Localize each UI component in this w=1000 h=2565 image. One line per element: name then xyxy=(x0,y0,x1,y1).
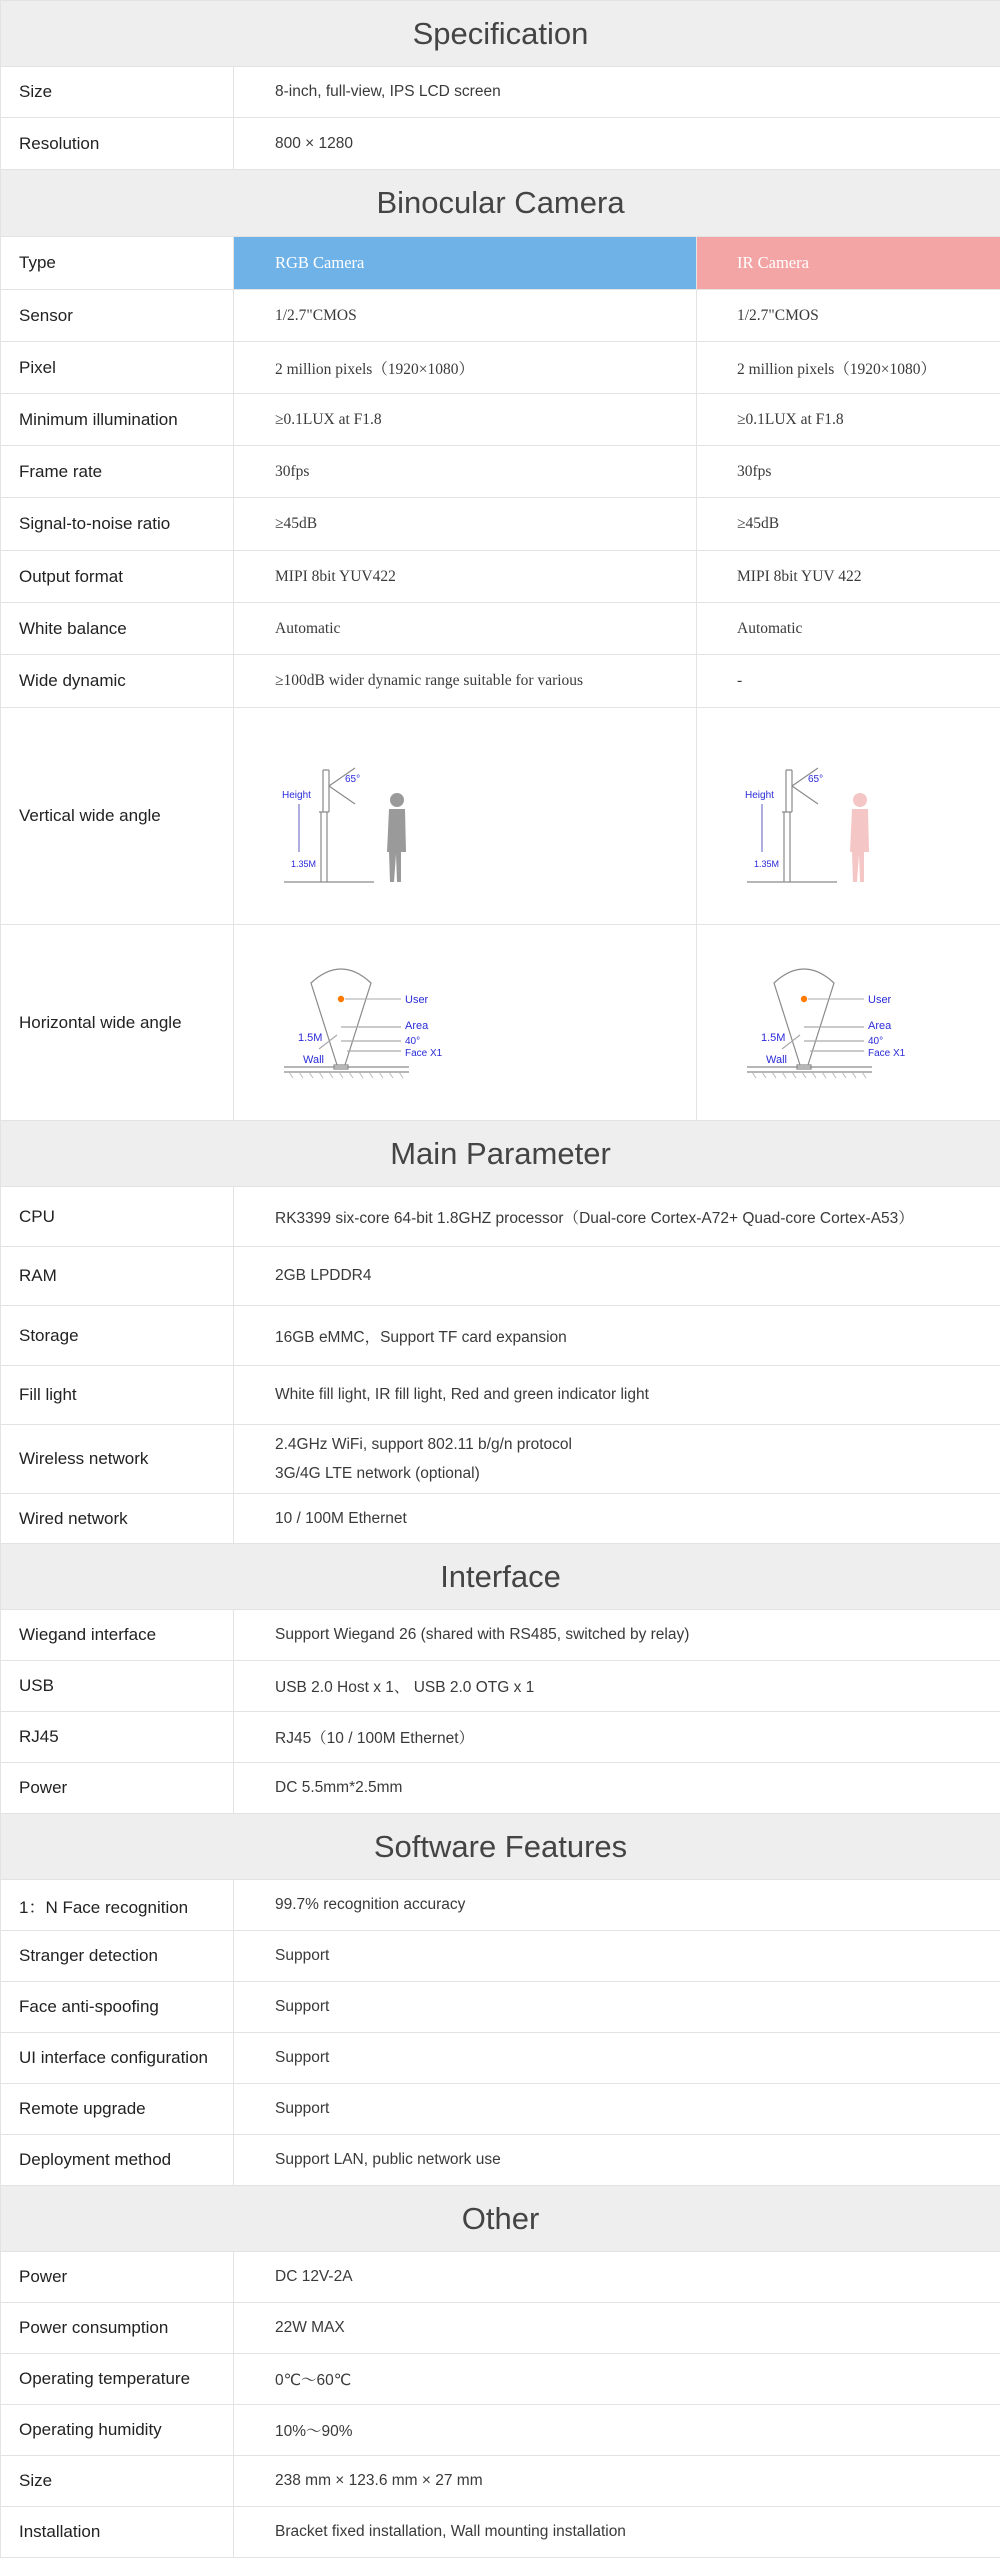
table-row xyxy=(1,1763,1000,1814)
row-label: RJ45 xyxy=(1,1712,234,1763)
section-title-other: Other xyxy=(1,2186,1000,2252)
row-label: CPU xyxy=(1,1187,234,1247)
table-row xyxy=(1,603,1000,655)
row-label: Wiegand interface xyxy=(1,1610,234,1661)
row-label: Wide dynamic xyxy=(1,655,234,708)
row-value: 238 mm × 123.6 mm × 27 mm xyxy=(234,2456,1000,2507)
row-label: Wireless network xyxy=(1,1425,234,1494)
row-value: Support xyxy=(234,1982,1000,2033)
table-row xyxy=(1,446,1000,498)
table-row xyxy=(1,1661,1000,1712)
wall-label: Wall xyxy=(766,1053,787,1066)
ir-value: ≥45dB xyxy=(697,498,1000,551)
angle-label: 65° xyxy=(808,774,824,785)
rgb-value: MIPI 8bit YUV422 xyxy=(234,551,697,603)
ir-vertical-diagram-cell xyxy=(697,708,1000,925)
row-value-line: 3G/4G LTE network (optional) xyxy=(275,1465,480,1482)
rgb-camera-header: RGB Camera xyxy=(234,237,697,290)
ir-camera-header: IR Camera xyxy=(697,237,1000,290)
table-row xyxy=(1,118,1000,170)
vertical-angle-diagram-ir xyxy=(742,746,892,886)
row-label: Operating humidity xyxy=(1,2405,234,2456)
row-value: Bracket fixed installation, Wall mounting installation xyxy=(234,2507,1000,2558)
table-row xyxy=(1,1494,1000,1544)
row-value: DC 12V-2A xyxy=(234,2252,1000,2303)
height-label: Height xyxy=(282,790,311,801)
row-value: 0℃～60℃ xyxy=(234,2354,1000,2405)
height-label: Height xyxy=(745,790,774,801)
horizontal-angle-diagram-rgb xyxy=(279,953,459,1093)
table-row xyxy=(1,1880,1000,1931)
row-label: Type xyxy=(1,237,234,290)
table-row xyxy=(1,2252,1000,2303)
section-title-software-features: Software Features xyxy=(1,1814,1000,1880)
row-value: 800 × 1280 xyxy=(234,118,1000,170)
row-value: Support xyxy=(234,1931,1000,1982)
vertical-angle-diagram-rgb xyxy=(279,746,429,886)
table-row xyxy=(1,1187,1000,1247)
row-label: Face anti-spoofing xyxy=(1,1982,234,2033)
row-value: Support xyxy=(234,2033,1000,2084)
user-dot xyxy=(338,995,344,1001)
section-title-specification: Specification xyxy=(1,1,1000,67)
ir-value: ≥0.1LUX at F1.8 xyxy=(697,394,1000,446)
vertical-angle-row xyxy=(1,708,1000,925)
row-label: Deployment method xyxy=(1,2135,234,2186)
row-label: Minimum illumination xyxy=(1,394,234,446)
table-row xyxy=(1,1247,1000,1306)
angle-label: 65° xyxy=(345,774,361,785)
row-value: RK3399 six-core 64-bit 1.8GHZ processor（Dual-core Cortex-A72+ Quad-core Cortex-A53） xyxy=(234,1187,1000,1247)
section-title-interface: Interface xyxy=(1,1544,1000,1610)
table-row xyxy=(1,1425,1000,1494)
table-row xyxy=(1,655,1000,708)
table-row xyxy=(1,2084,1000,2135)
rgb-vertical-diagram-cell xyxy=(234,708,697,925)
row-value: 16GB eMMC，Support TF card expansion xyxy=(234,1306,1000,1366)
section-title-camera: Binocular Camera xyxy=(1,170,1000,237)
ir-value: Automatic xyxy=(697,603,1000,655)
section-title-main-parameter: Main Parameter xyxy=(1,1121,1000,1187)
horizontal-angle-diagram-ir xyxy=(742,953,922,1093)
table-row xyxy=(1,2135,1000,2186)
ir-value: MIPI 8bit YUV 422 xyxy=(697,551,1000,603)
row-label: Size xyxy=(1,67,234,118)
row-label: Remote upgrade xyxy=(1,2084,234,2135)
row-value: 22W MAX xyxy=(234,2303,1000,2354)
table-row xyxy=(1,2354,1000,2405)
row-value-highlight: Support Wiegand 26 (shared with RS485, switched by relay) xyxy=(234,1610,1000,1661)
wall-label: Wall xyxy=(303,1053,324,1066)
row-value: 10%～90% xyxy=(234,2405,1000,2456)
ir-value: 30fps xyxy=(697,446,1000,498)
row-label: Frame rate xyxy=(1,446,234,498)
row-label: Storage xyxy=(1,1306,234,1366)
row-label: UI interface configuration xyxy=(1,2033,234,2084)
row-value: White fill light, IR fill light, Red and green indicator light xyxy=(234,1366,1000,1425)
angle-label: 40° xyxy=(405,1035,421,1047)
rgb-value: 30fps xyxy=(234,446,697,498)
row-label: Power xyxy=(1,1763,234,1814)
table-row xyxy=(1,67,1000,118)
distance-label: 1.35M xyxy=(291,859,317,869)
row-value: DC 5.5mm*2.5mm xyxy=(234,1763,1000,1814)
row-label: USB xyxy=(1,1661,234,1712)
row-label: Resolution xyxy=(1,118,234,170)
ir-value: 1/2.7"CMOS xyxy=(697,290,1000,342)
table-row xyxy=(1,1982,1000,2033)
table-row xyxy=(1,342,1000,394)
area-label: Area xyxy=(405,1019,429,1032)
table-row xyxy=(1,2507,1000,2558)
row-value: 8-inch, full-view, IPS LCD screen xyxy=(234,67,1000,118)
table-row xyxy=(1,1306,1000,1366)
rgb-value: 2 million pixels（1920×1080） xyxy=(234,342,697,394)
camera-type-row xyxy=(1,237,1000,290)
user-label: User xyxy=(405,993,429,1006)
ir-value: - xyxy=(697,655,1000,708)
rgb-value: 1/2.7"CMOS xyxy=(234,290,697,342)
row-label: Size xyxy=(1,2456,234,2507)
row-label: Installation xyxy=(1,2507,234,2558)
table-row xyxy=(1,1366,1000,1425)
table-row xyxy=(1,394,1000,446)
row-value: RJ45（10 / 100M Ethernet） xyxy=(234,1712,1000,1763)
table-row xyxy=(1,290,1000,342)
row-label: Power consumption xyxy=(1,2303,234,2354)
table-row xyxy=(1,2456,1000,2507)
row-label: Horizontal wide angle xyxy=(1,925,234,1121)
user-dot xyxy=(801,995,807,1001)
row-label: Fill light xyxy=(1,1366,234,1425)
face-label: Face X1 xyxy=(868,1047,906,1059)
table-row xyxy=(1,498,1000,551)
table-row xyxy=(1,2303,1000,2354)
table-row xyxy=(1,1712,1000,1763)
table-row xyxy=(1,551,1000,603)
row-label: 1：N Face recognition xyxy=(1,1880,234,1931)
row-label: Wired network xyxy=(1,1494,234,1544)
face-label: Face X1 xyxy=(405,1047,443,1059)
row-label: Pixel xyxy=(1,342,234,394)
row-value-line: 2.4GHz WiFi, support 802.11 b/g/n protocol xyxy=(275,1436,572,1453)
row-value: 10 / 100M Ethernet xyxy=(234,1494,1000,1544)
row-value: USB 2.0 Host x 1、 USB 2.0 OTG x 1 xyxy=(234,1661,1000,1712)
table-row xyxy=(1,1931,1000,1982)
row-label: Vertical wide angle xyxy=(1,708,234,925)
rgb-horizontal-diagram-cell xyxy=(234,925,697,1121)
row-label: Stranger detection xyxy=(1,1931,234,1982)
rgb-value: ≥100dB wider dynamic range suitable for various xyxy=(234,655,697,708)
row-label: Power xyxy=(1,2252,234,2303)
table-row xyxy=(1,1610,1000,1661)
row-label: Operating temperature xyxy=(1,2354,234,2405)
radius-label: 1.5M xyxy=(761,1031,786,1044)
horizontal-angle-row xyxy=(1,925,1000,1121)
row-value: Support xyxy=(234,2084,1000,2135)
area-label: Area xyxy=(868,1019,892,1032)
row-value: 2GB LPDDR4 xyxy=(234,1247,1000,1306)
user-label: User xyxy=(868,993,892,1006)
row-label: Signal-to-noise ratio xyxy=(1,498,234,551)
rgb-value: ≥45dB xyxy=(234,498,697,551)
radius-label: 1.5M xyxy=(298,1031,323,1044)
row-value xyxy=(234,1425,1000,1494)
row-label: Output format xyxy=(1,551,234,603)
table-row xyxy=(1,2033,1000,2084)
row-value: 99.7% recognition accuracy xyxy=(234,1880,1000,1931)
table-row xyxy=(1,2405,1000,2456)
row-label: White balance xyxy=(1,603,234,655)
row-label: Sensor xyxy=(1,290,234,342)
rgb-value: Automatic xyxy=(234,603,697,655)
ir-value: 2 million pixels（1920×1080） xyxy=(697,342,1000,394)
ir-horizontal-diagram-cell xyxy=(697,925,1000,1121)
row-value: Support LAN, public network use xyxy=(234,2135,1000,2186)
row-label: RAM xyxy=(1,1247,234,1306)
distance-label: 1.35M xyxy=(754,859,780,869)
rgb-value: ≥0.1LUX at F1.8 xyxy=(234,394,697,446)
angle-label: 40° xyxy=(868,1035,884,1047)
